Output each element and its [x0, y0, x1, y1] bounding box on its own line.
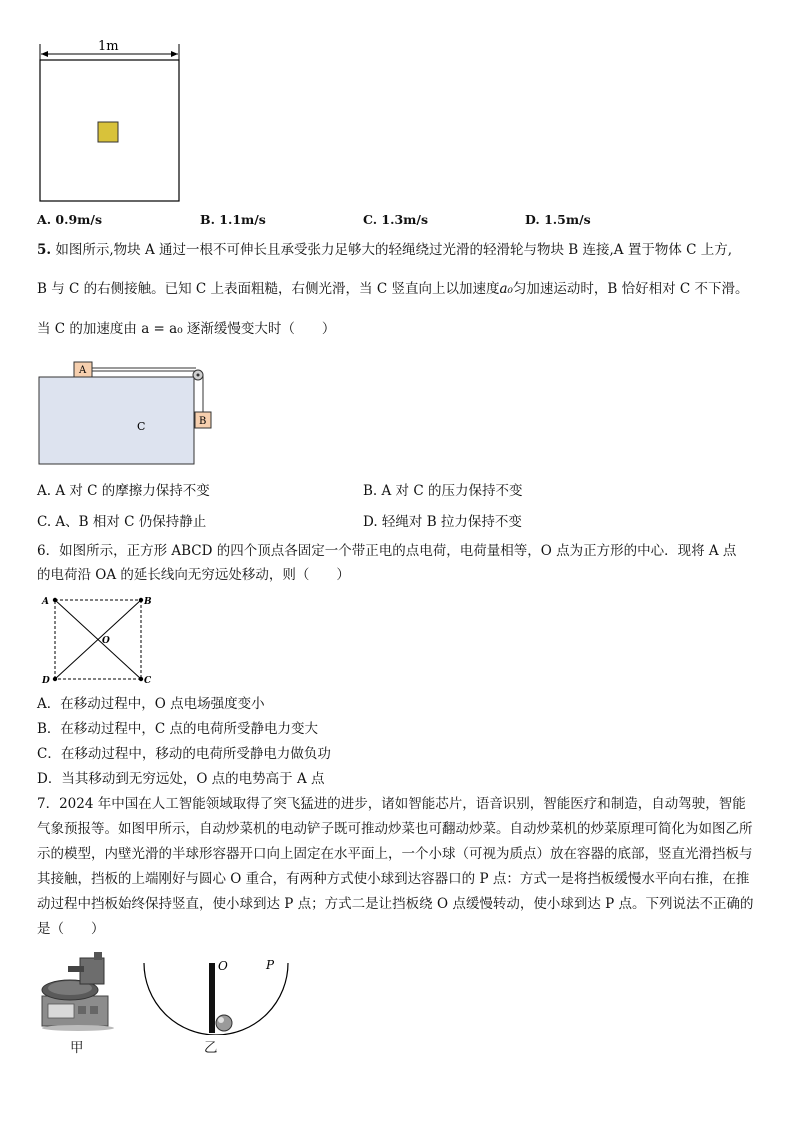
q6-option-c[interactable]: C．在移动过程中，移动的电荷所受静电力做负功	[37, 746, 331, 762]
q7-label-p: P	[266, 958, 275, 972]
q4-option-c[interactable]: C. 1.3m/s	[363, 212, 429, 227]
q5-option-d[interactable]: D. 轻绳对 B 拉力保持不变	[363, 514, 522, 530]
q5-label-b: B	[199, 416, 207, 427]
fig-jia-label: 甲	[70, 1040, 84, 1056]
q4-option-b[interactable]: B. 1.1m/s	[200, 212, 266, 227]
q7-figure-yi	[136, 955, 296, 1035]
q5-option-a[interactable]: A. A 对 C 的摩擦力保持不变	[37, 483, 210, 499]
cooking-machine-image	[38, 952, 120, 1032]
q6-label-b: B	[144, 597, 152, 607]
q5-label-a: A	[79, 365, 87, 376]
q4-width-label: 1m	[98, 39, 119, 54]
q4-figure	[30, 36, 190, 206]
q5-stem-line1: 5. 如图所示,物块 A 通过一根不可伸长且承受张力足够大的轻绳绕过光滑的轻滑轮与物块 B 连接,A 置于物体 C 上方,	[37, 242, 733, 258]
q6-option-b[interactable]: B．在移动过程中，C 点的电荷所受静电力变大	[37, 721, 319, 737]
fig-yi-label: 乙	[204, 1040, 218, 1056]
q5-label-c: C	[137, 420, 146, 433]
small-square-block	[98, 122, 118, 142]
q6-label-d: D	[42, 676, 50, 686]
q5-figure	[34, 356, 224, 470]
q5-option-b[interactable]: B. A 对 C 的压力保持不变	[363, 483, 523, 499]
q5-number: 5.	[37, 242, 52, 258]
q6-label-c: C	[144, 676, 152, 686]
q5-stem-line2: B 与 C 的右侧接触。已知 C 上表面粗糙，右侧光滑，当 C 竖直向上以加速度a₀匀加速运动时，B 恰好相对 C 不下滑。	[37, 281, 749, 297]
q7-stem: 7．2024 年中国在人工智能领域取得了突飞猛进的进步，诸如智能芯片，语音识别，智能医疗和制造，自动驾驶，智能气象预报等。如图甲所示，自动炒菜机的电动铲子既可推动炒菜也可翻动炒菜。自动炒菜机的炒菜原理可简化为如图乙所示的模型，内壁光滑的半球形容器开口向上固定在水平面上，一个小球（可视为质点）放在容器的底部，竖直光滑挡板与其接触，挡板的上端刚好与圆心 O 重合，有两种方式使小球到达容器口的 P 点：方式一是将挡板缓慢水平向右推，在推动过程中挡板始终保持竖直，使小球到达 P 点；方式二是让挡板绕 O 点缓慢转动，使小球到达 P 点。下列说法不正确的是（ ）	[37, 796, 754, 937]
q6-option-d[interactable]: D．当其移动到无穷远处，O 点的电势高于 A 点	[37, 771, 325, 787]
q5-option-c[interactable]: C. A、B 相对 C 仍保持静止	[37, 514, 207, 530]
q7-label-o: O	[218, 959, 228, 973]
q4-option-d[interactable]: D. 1.5m/s	[525, 212, 591, 227]
q6-stem-line1: 6．如图所示，正方形 ABCD 的四个顶点各固定一个带正电的点电荷，电荷量相等，O 点为正方形的中心．现将 A 点	[37, 543, 737, 559]
q6-label-a: A	[42, 597, 49, 607]
q6-label-o: O	[102, 636, 110, 646]
q6-figure	[36, 590, 160, 688]
q5-stem-line3: 当 C 的加速度由 a = a₀ 逐渐缓慢变大时（ ）	[37, 321, 336, 337]
q6-stem-line2: 的电荷沿 OA 的延长线向无穷远处移动，则（ ）	[37, 567, 350, 583]
q4-option-a[interactable]: A. 0.9m/s	[37, 212, 102, 227]
q6-option-a[interactable]: A．在移动过程中，O 点电场强度变小	[37, 696, 265, 712]
